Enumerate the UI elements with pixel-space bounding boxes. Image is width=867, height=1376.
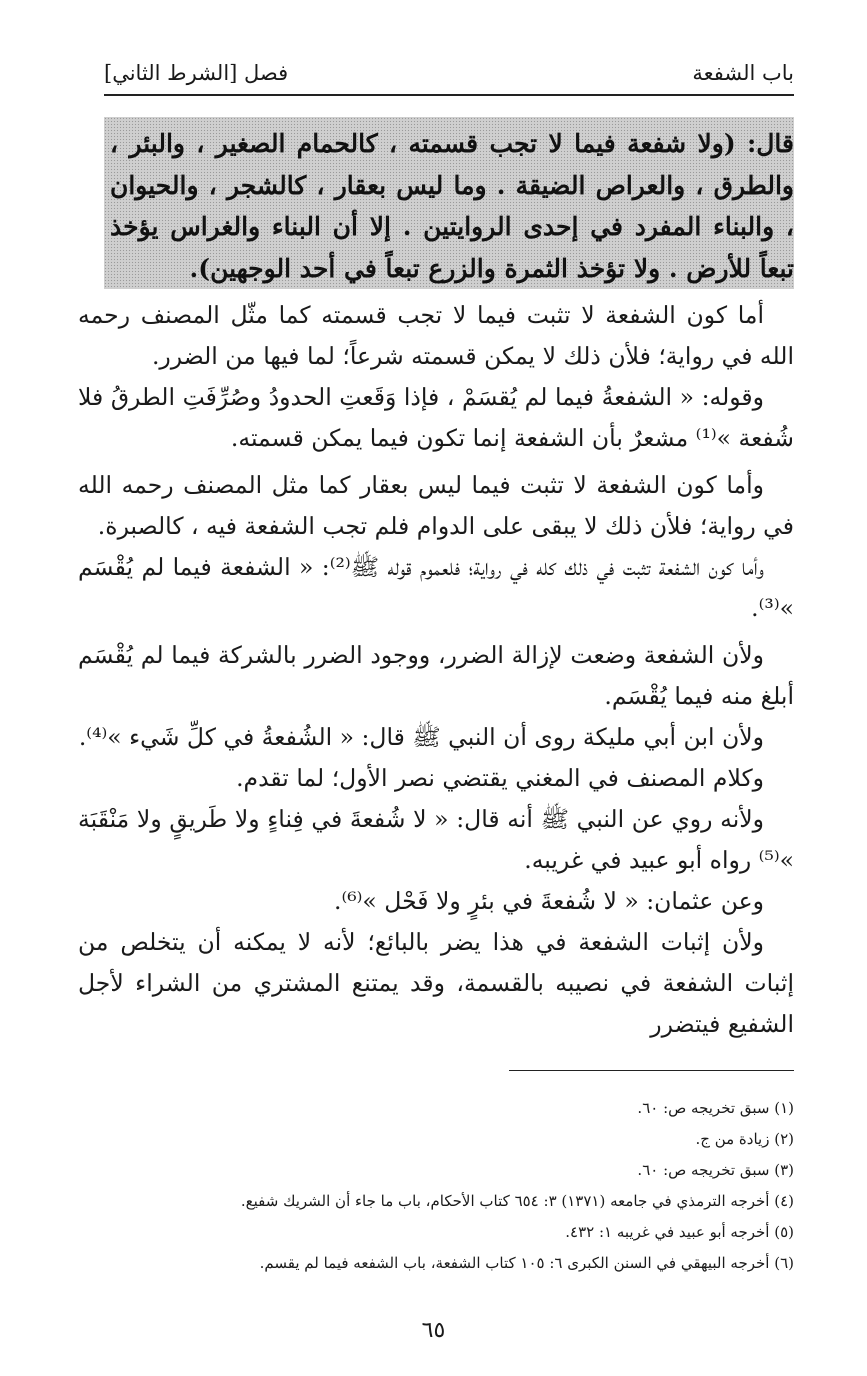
paragraph: وكلام المصنف في المغني يقتضي نصر الأول؛ لما تقدم. (236, 764, 764, 792)
running-header (104, 56, 794, 96)
footnote: (٢) زيادة من ج. (695, 1130, 794, 1148)
footnotes (78, 1093, 794, 1279)
footnote: (٥) أخرجه أبو عبيد في غريبه ١: ٤٣٢. (565, 1223, 794, 1241)
chapter-title: باب الشفعة (692, 61, 794, 85)
footnote: (١) سبق تخريجه ص: ٦٠. (637, 1099, 794, 1117)
page-number: ٦٥ (421, 1318, 446, 1343)
footnote-separator (509, 1070, 794, 1071)
paragraph: وأما كون الشفعة تثبت في ذلك كله في رواية؛ فلعموم قوله ﷺ⁽²⁾: « الشفعة فيما لم يُقْسَم »⁽³⁾. (78, 553, 794, 622)
paragraph: وأما كون الشفعة لا تثبت فيما ليس بعقار كما مثل المصنف رحمه الله في رواية؛ فلأن ذلك لا يبقى على الدوام فلم تجب الشفعة فيه ، كالصبرة. (78, 471, 794, 540)
paragraph: وقوله: « الشفعةُ فيما لم يُقسَمْ ، فإذا وَقَعتِ الحدودُ وصُرِّفَتِ الطرقُ فلا شُفعة »⁽¹⁾ مشعرٌ بأن الشفعة إنما تكون فيما يمكن قسمته. (78, 383, 794, 452)
paragraph: ولأن الشفعة وضعت لإزالة الضرر، ووجود الضرر بالشركة فيما لم يُقْسَم أبلغ منه فيما يُقْسَم. (78, 641, 794, 710)
section-title: فصل [الشرط الثاني] (104, 61, 289, 85)
paragraph: وعن عثمان: « لا شُفعةَ في بئرٍ ولا فَحْل »⁽⁶⁾. (333, 887, 764, 915)
footnote: (٤) أخرجه الترمذي في جامعه (١٣٧١) ٣: ٦٥٤ كتاب الأحكام، باب ما جاء أن الشريك شفيع. (240, 1192, 794, 1210)
paragraph: أما كون الشفعة لا تثبت فيما لا تجب قسمته كما مثّل المصنف رحمه الله في رواية؛ فلأن ذلك لا يمكن قسمته شرعاً؛ لما فيها من الضرر. (78, 301, 794, 370)
matn-highlight-box (104, 117, 794, 289)
footnote: (٦) أخرجه البيهقي في السنن الكبرى ٦: ١٠٥ كتاب الشفعة، باب الشفعه فيما لم يقسم. (259, 1254, 794, 1272)
footnote: (٣) سبق تخريجه ص: ٦٠. (637, 1161, 794, 1179)
paragraph: ولأن إثبات الشفعة في هذا يضر بالبائع؛ لأنه لا يمكنه أن يتخلص من إثبات الشفعة في نصيبه بالقسمة، وقد يمتنع المشتري من الشراء لأجل الشفيع فيتضرر (78, 928, 794, 1038)
paragraph: ولأن ابن أبي مليكة روى أن النبي ﷺ قال: « الشُفعةُ في كلِّ شَيء »⁽⁴⁾. (78, 723, 764, 751)
commentary-body (78, 295, 794, 1045)
paragraph: ولأنه روي عن النبي ﷺ أنه قال: « لا شُفعةَ في فِناءٍ ولا طَريقٍ ولا مَنْقَبَة »⁽⁵⁾ رواه أبو عبيد في غريبه. (78, 805, 794, 874)
matn-text: قال: (ولا شفعة فيما لا تجب قسمته ، كالحمام الصغير ، والبئر ، والطرق ، والعراص الضيقة . وما ليس بعقار ، كالشجر ، والحيوان ، والبناء المفرد في إحدى الروايتين . إلا أن البناء والغراس يؤخذ تبعاً للأرض . ولا تؤخذ الثمرة والزرع تبعاً في أحد الوجهين). (110, 129, 794, 283)
